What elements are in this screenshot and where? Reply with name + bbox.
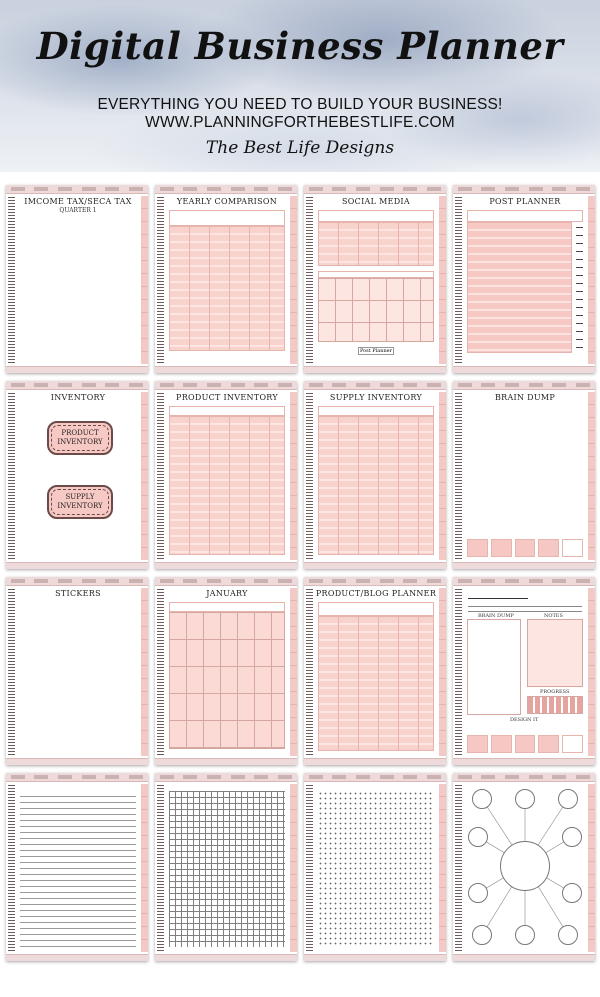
post-planner-button[interactable]: Post Planner [359, 348, 393, 354]
brain-dump-box[interactable] [467, 619, 521, 715]
design-it-label: DESIGN IT [510, 717, 539, 723]
table-header [169, 210, 285, 226]
quarter-label: QUARTER 1 [59, 207, 97, 214]
brand-name: The Best Life Designs [205, 138, 395, 158]
notes-label: NOTES [544, 613, 563, 619]
yearly-title: YEARLY COMPARISON [176, 197, 278, 206]
product-inventory-button[interactable]: PRODUCT INVENTORY [47, 421, 113, 455]
dot-grid-paper [318, 791, 434, 947]
product-inventory-title: PRODUCT INVENTORY [176, 393, 278, 402]
spiral-binding [8, 197, 15, 363]
post-table [467, 222, 572, 353]
stickers-title: STICKERS [55, 589, 101, 598]
template-thumbnails[interactable] [467, 735, 583, 753]
page-project[interactable] [453, 577, 595, 765]
template-thumbnails[interactable] [467, 539, 583, 557]
page-january[interactable] [155, 577, 297, 765]
inventory-title: INVENTORY [50, 393, 106, 402]
yearly-table [169, 226, 285, 351]
brain-dump-title: BRAIN DUMP [494, 393, 556, 402]
center-circle[interactable] [500, 841, 550, 891]
supply-inventory-title: SUPPLY INVENTORY [329, 393, 423, 402]
tagline: EVERYTHING YOU NEED TO BUILD YOUR BUSINESS! [97, 96, 503, 113]
graph-paper [169, 791, 285, 947]
page-post-planner[interactable] [453, 185, 595, 373]
lined-paper [20, 791, 136, 947]
product-inventory-table [169, 416, 285, 555]
progress-bars [527, 696, 583, 714]
social-table [318, 222, 434, 266]
page-brain-dump[interactable] [453, 381, 595, 569]
bottom-bar [6, 366, 148, 373]
header-banner [0, 0, 600, 172]
mind-map [464, 785, 586, 951]
page-lined[interactable] [6, 773, 148, 961]
notes-box[interactable] [527, 619, 583, 687]
brain-dump-label: BRAIN DUMP [478, 613, 514, 619]
month-tabs [141, 196, 148, 364]
social-title: SOCIAL MEDIA [342, 197, 410, 206]
post-planner-title: POST PLANNER [489, 197, 561, 206]
weekly-grid [318, 278, 434, 342]
page-product-blog-planner[interactable] [304, 577, 446, 765]
page-mind-map[interactable] [453, 773, 595, 961]
page-dotted[interactable] [304, 773, 446, 961]
month-calendar[interactable] [169, 612, 285, 749]
product-blog-title: PRODUCT/BLOG PLANNER [315, 589, 437, 598]
page-graph[interactable] [155, 773, 297, 961]
page-social-media[interactable] [304, 185, 446, 373]
page-income-tax[interactable] [6, 185, 148, 373]
product-blog-table [318, 616, 434, 751]
january-title: JANUARY [206, 589, 248, 598]
page-stickers[interactable] [6, 577, 148, 765]
supply-inventory-button[interactable]: SUPPLY INVENTORY [47, 485, 113, 519]
page-title: Digital Business Planner [36, 24, 564, 68]
page-inventory[interactable] [6, 381, 148, 569]
income-tax-title: IMCOME TAX/SECA TAX [24, 197, 132, 206]
progress-label: PROGRESS [540, 689, 570, 695]
supply-inventory-table [318, 416, 434, 555]
section-tabs [6, 185, 148, 194]
page-product-inventory[interactable] [155, 381, 297, 569]
website-url: WWW.PLANNINGFORTHEBESTLIFE.COM [145, 114, 455, 131]
checkbox-column[interactable] [576, 222, 583, 353]
page-yearly-comparison[interactable] [155, 185, 297, 373]
page-supply-inventory[interactable] [304, 381, 446, 569]
